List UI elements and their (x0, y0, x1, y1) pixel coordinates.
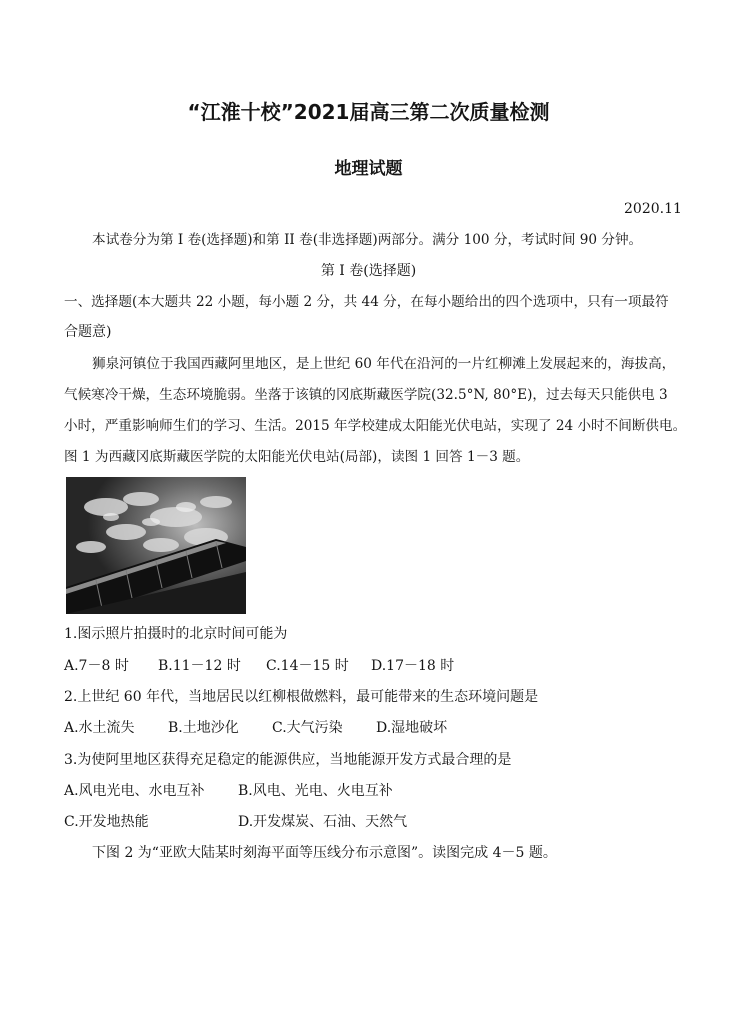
question-1-stem: 1.图示照片拍摄时的北京时间可能为 (64, 626, 288, 642)
question-3-option-d: D.开发煤炭、石油、天然气 (238, 814, 408, 830)
passage2-text: 下图 2 为“亚欧大陆某时刻海平面等压线分布示意图”。读图完成 4－5 题。 (92, 845, 557, 861)
question-3-option-a: A.风电光电、水电互补 (64, 783, 205, 799)
solar-station-photo (66, 477, 246, 614)
passage1-line: 狮泉河镇位于我国西藏阿里地区，是上世纪 60 年代在沿河的一片红柳滩上发展起来的，海拔高， (92, 356, 676, 372)
question-2-stem: 2.上世纪 60 年代，当地居民以红柳根做燃料，最可能带来的生态环境问题是 (64, 689, 539, 705)
question-2-option-a: A.水土流失 (64, 720, 135, 736)
section-instruction-line1: 一、选择题(本大题共 22 小题，每小题 2 分，共 44 分，在每小题给出的四个选项中，只有一项最符 (64, 294, 669, 310)
question-1-option-a: A.7－8 时 (64, 658, 129, 674)
passage1-line: 气候寒冷干燥，生态环境脆弱。坐落于该镇的冈底斯藏医学院(32.5°N, 80°E)，过去每天只能供电 3 (64, 387, 668, 403)
question-1-option-c: C.14－15 时 (266, 658, 349, 674)
exam-date: 2020.11 (624, 201, 682, 217)
question-1-option-d: D.17－18 时 (371, 658, 455, 674)
exam-title: “江淮十校”2021届高三第二次质量检测 (187, 100, 550, 124)
question-1-option-b: B.11－12 时 (158, 658, 241, 674)
question-3-option-b: B.风电、光电、火电互补 (238, 783, 393, 799)
passage1-line: 图 1 为西藏冈底斯藏医学院的太阳能光伏电站(局部)，读图 1 回答 1－3 题。 (64, 449, 530, 465)
passage1-line: 小时，严重影响师生们的学习、生活。2015 年学校建成太阳能光伏电站，实现了 24 小时不间断供电。 (64, 418, 687, 434)
solar-station-photo-image (66, 477, 246, 614)
question-3-stem: 3.为使阿里地区获得充足稳定的能源供应，当地能源开发方式最合理的是 (64, 752, 512, 768)
subject-title: 地理试题 (334, 159, 403, 179)
question-2-option-d: D.湿地破坏 (376, 720, 448, 736)
section-heading: 第 I 卷(选择题) (320, 263, 417, 279)
question-2-option-b: B.土地沙化 (168, 720, 239, 736)
question-3-option-c: C.开发地热能 (64, 814, 149, 830)
question-2-option-c: C.大气污染 (272, 720, 343, 736)
exam-intro: 本试卷分为第 I 卷(选择题)和第 II 卷(非选择题)两部分。满分 100 分，考试时间 90 分钟。 (92, 232, 643, 248)
section-instruction-line2: 合题意) (64, 324, 112, 340)
